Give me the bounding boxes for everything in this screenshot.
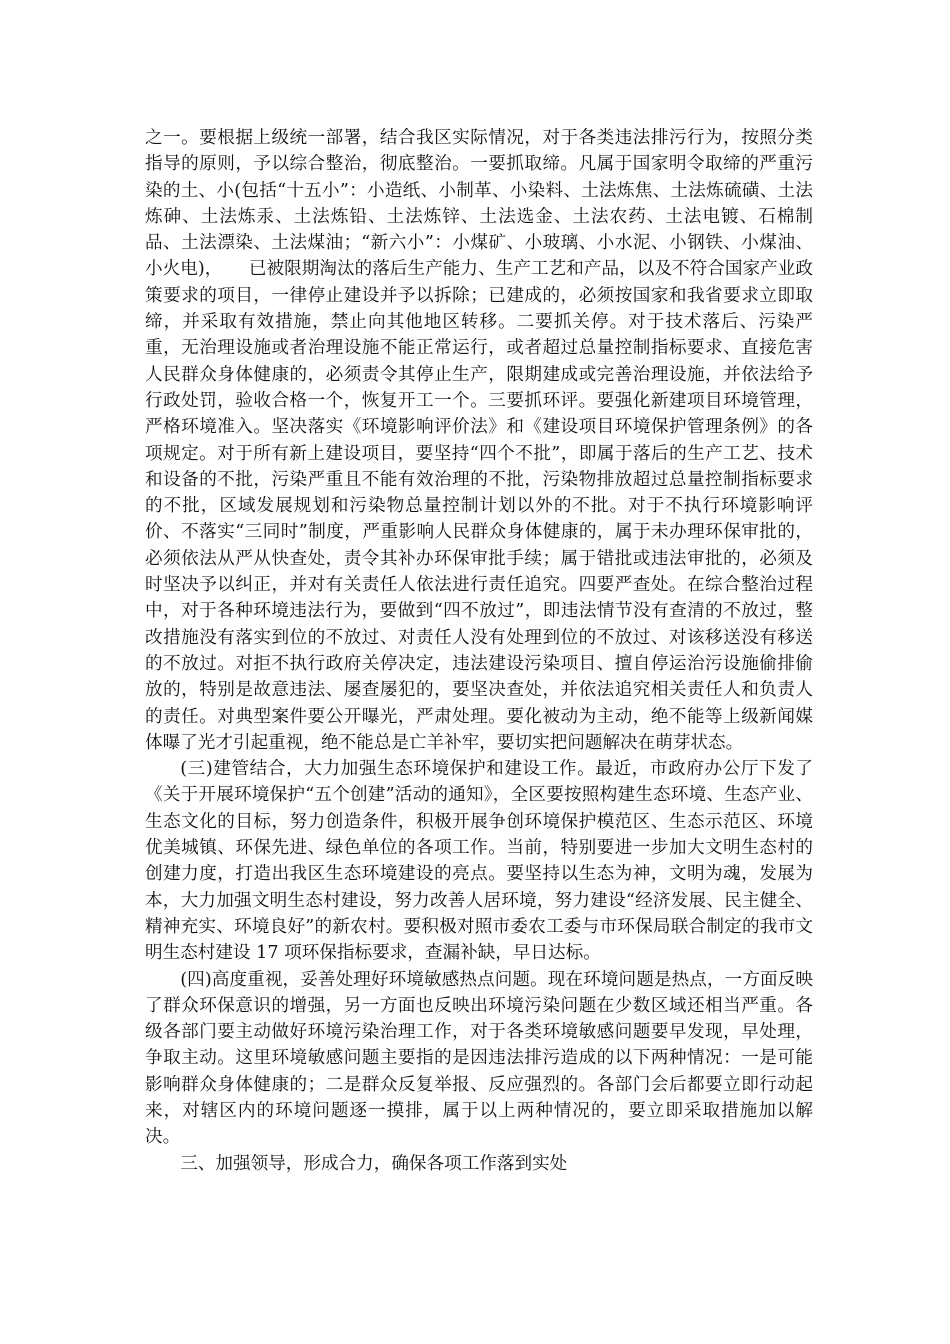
document-body <box>145 125 813 1177</box>
paragraph-section-four: (四)高度重视，妥善处理好环境敏感热点问题。现在环境问题是热点，一方面反映了群众环保意识的增强，另一方面也反映出环境污染问题在少数区域还相当严重。各级各部门要主动做好环境污染治理工作，对于各类环境敏感问题要早发现，早处理，争取主动。这里环境敏感问题主要指的是因违法排污造成的以下两种情况：一是可能影响群众身体健康的；二是群众反复举报、反应强烈的。各部门会后都要立即行动起来，对辖区内的环境问题逐一摸排，属于以上两种情况的，要立即采取措施加以解决。 <box>145 969 813 1148</box>
paragraph-continuation: 之一。要根据上级统一部署，结合我区实际情况，对于各类违法排污行为，按照分类指导的原则，予以综合整治，彻底整治。一要抓取缔。凡属于国家明令取缔的严重污染的土、小(包括“十五小”：小造纸、小制革、小染料、土法炼焦、土法炼硫磺、土法炼砷、土法炼汞、土法炼铅、土法炼锌、土法选金、土法农药、土法电镀、石棉制品、土法漂染、土法煤油；“新六小”：小煤矿、小玻璃、小水泥、小钢铁、小煤油、小火电)， 已被限期淘汰的落后生产能力、生产工艺和产品，以及不符合国家产业政策要求的项目，一律停止建设并予以拆除；已建成的，必须按国家和我省要求立即取缔，并采取有效措施，禁止向其他地区转移。二要抓关停。对于技术落后、污染严重，无治理设施或者治理设施不能正常运行，或者超过总量控制指标要求、直接危害人民群众身体健康的，必须责令其停止生产，限期建成或完善治理设施，并依法给予行政处罚，验收合格一个，恢复开工一个。三要抓环评。要强化新建项目环境管理，严格环境准入。坚决落实《环境影响评价法》和《建设项目环境保护管理条例》的各项规定。对于所有新上建设项目，要坚持“四个不批”，即属于落后的生产工艺、技术和设备的不批，污染严重且不能有效治理的不批，污染物排放超过总量控制指标要求的不批，区域发展规划和污染物总量控制计划以外的不批。对于不执行环境影响评价、不落实“三同时”制度，严重影响人民群众身体健康的，属于未办理环保审批的，必须依法从严从快查处，责令其补办环保审批手续；属于错批或违法审批的，必须及时坚决予以纠正，并对有关责任人依法进行责任追究。四要严查处。在综合整治过程中，对于各种环境违法行为，要做到“四不放过”，即违法情节没有查清的不放过，整改措施没有落实到位的不放过、对责任人没有处理到位的不放过、对该移送没有移送的不放过。对拒不执行政府关停决定，违法建设污染项目、擅自停运治污设施偷排偷放的，特别是故意违法、屡查屡犯的，要坚决查处，并依法追究相关责任人和负责人的责任。对典型案件要公开曝光，严肃处理。要化被动为主动，绝不能等上级新闻媒体曝了光才引起重视，绝不能总是亡羊补牢，要切实把问题解决在萌芽状态。 <box>145 128 813 753</box>
paragraph-section-three: (三)建管结合，大力加强生态环境保护和建设工作。最近，市政府办公厅下发了《关于开展环境保护“五个创建”活动的通知》，全区要按照构建生态环境、生态产业、生态文化的目标，努力创造条件，积极开展争创环境保护模范区、生态示范区、环境优美城镇、环保先进、绿色单位的各项工作。当前，特别要进一步加大文明生态村的创建力度，打造出我区生态环境建设的亮点。要坚持以生态为神，文明为魂，发展为本，大力加强文明生态村建设，努力改善人居环境，努力建设“经济发展、民主健全、精神充实、环境良好”的新农村。要积极对照市委农工委与市环保局联合制定的我市文明生态村建设 17 项环保指标要求，查漏补缺，早日达标。 <box>145 759 813 964</box>
section-heading: 三、加强领导，形成合力，确保各项工作落到实处 <box>180 1153 568 1174</box>
